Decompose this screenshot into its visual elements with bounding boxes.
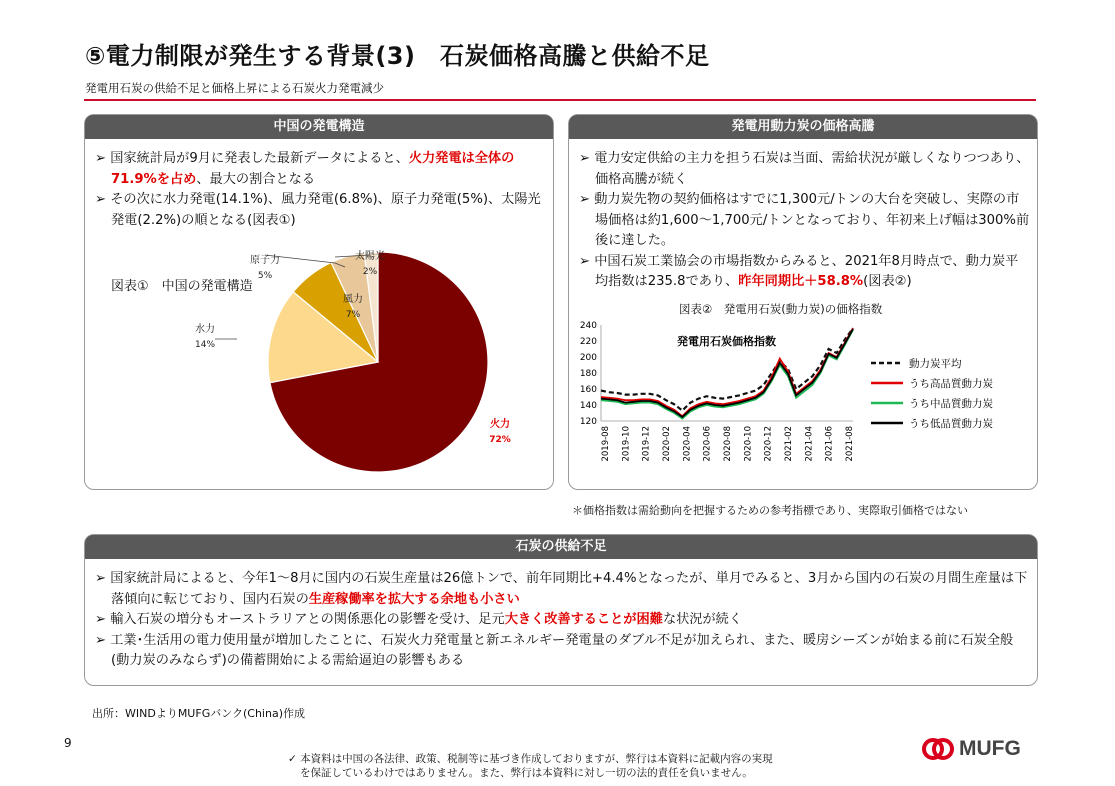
bullet-item: ➢ 国家統計局が9月に発表した最新データによると、火力発電は全体の71.9%を占め、最大の割合となる [95,151,515,187]
pie-value: 5% [257,271,273,281]
x-tick-label: 2019-12 [641,426,652,462]
bullet-text: 中国石炭工業協会の市場指数からみると、2021年8月時点で、動力炭平均指数は235.8であり、 [594,253,1019,289]
bullet-text: (図表②) [863,274,912,289]
highlight-text: 火力発電は全体の71.9%を占め [111,151,515,187]
bullet-item: ➢ 中国石炭工業協会の市場指数からみると、2021年8月時点で、動力炭平均指数は235.8であり、昨年同期比＋58.8%(図表②) [579,253,1019,289]
legend-label: うち低品質動力炭 [909,418,993,430]
figure-label: 図表② 発電用石炭(動力炭)の価格指数 [679,302,883,316]
line-chart [569,317,1035,487]
legend-label: うち高品質動力炭 [909,378,993,390]
highlight-text: 昨年同期比＋58.8% [738,274,864,289]
x-tick-label: 2020-04 [682,426,693,462]
disclaimer [288,752,773,780]
bullet-text: 、最大の割合となる [196,171,316,187]
y-tick-label: 180 [579,369,597,379]
figure-label: 図表① 中国の発電構造 [111,279,253,294]
x-tick-label: 2021-02 [784,426,794,462]
y-tick-label: 120 [579,417,597,427]
pie-value: 14% [194,340,216,350]
panel-power-structure [84,114,554,490]
y-tick-label: 200 [579,353,597,363]
bullet-text: な状況が続く [662,612,743,627]
y-tick-label: 160 [579,385,597,395]
pie-label: 火力 [490,419,510,430]
bullet-text: 国家統計局によると、今年1～8月に国内の石炭生産量は26億トンで、前年同期比+4.4%となったが、単月でみると、3月から国内の石炭の月間生産量は下落傾向に転じており、国内石炭の [110,571,1028,607]
bullet-item: ➢ 輸入石炭の増分もオーストラリアとの関係悪化の影響を受け、足元大きく改善することが困難な状況が続く [95,612,743,627]
bullet-text: 輸入石炭の増分もオーストラリアとの関係悪化の影響を受け、足元 [110,612,505,627]
x-tick-label: 2020-08 [723,426,733,462]
highlight-text: 生産稼働率を拡大する余地も小さい [308,591,520,607]
x-tick-label: 2020-12 [763,426,774,462]
bullet-text: その次に水力発電(14.1%)、風力発電(6.8%)、原子力発電(5%)、太陽光発電(2.2%)の順となる(図表①) [110,192,541,228]
bullet-text: 電力安定供給の主力を担う石炭は当面、需給状況が厳しくなりつつあり、価格高騰が続く [594,151,1030,187]
panel-coal-shortage [84,534,1038,686]
y-tick-label: 140 [579,401,597,411]
bullet-item: ➢ 電力安定供給の主力を担う石炭は当面、需給状況が厳しくなりつつあり、価格高騰が続く [579,151,1030,187]
source-note: 出所：WINDよりMUFGバンク(China)作成 [92,707,305,720]
x-tick-label: 2021-06 [824,426,835,462]
x-tick-label: 2019-08 [601,426,611,462]
bullet-list [579,149,1031,293]
page-number: 9 [64,736,72,750]
bullet-list [95,149,545,231]
bullet-list [95,569,1029,672]
pie-value: 72% [489,435,511,445]
x-tick-label: 2021-08 [845,426,855,462]
title-divider [84,99,1036,101]
page-title: ⑤電力制限が発生する背景(3) 石炭価格高騰と供給不足 [85,42,710,70]
bullet-text: 国家統計局が9月に発表した最新データによると、 [110,151,409,166]
bullet-text: 動力炭先物の契約価格はすでに1,300元/トンの大台を突破し、実際の市場価格は約1,600～1,700元/トンとなっており、年初来上げ幅は300%前後に達した。 [594,192,1030,248]
mufg-logo-icon [922,736,954,762]
y-tick-label: 220 [579,337,597,347]
x-tick-label: 2020-10 [743,426,754,462]
bullet-item: ➢ 動力炭先物の契約価格はすでに1,300元/トンの大台を突破し、実際の市場価格は約1,600～1,700元/トンとなっており、年初来上げ幅は300%前後に達した。 [579,192,1030,248]
highlight-text: 大きく改善することが困難 [504,612,663,627]
disclaimer-line: ✓ 本資料は中国の各法律、政策、税制等に基づき作成しておりますが、弊行は本資料に記載内容の実現 [288,753,773,765]
x-tick-label: 2020-06 [702,426,713,462]
y-tick-label: 240 [579,321,597,331]
pie-label: 水力 [195,324,215,335]
brand-logo [922,736,1021,762]
bullet-item: ➢ 国家統計局によると、今年1～8月に国内の石炭生産量は26億トンで、前年同期比+4.4%となったが、単月でみると、3月から国内の石炭の月間生産量は下落傾向に転じており、国内石炭の生産稼働率を拡大する余地も小さい [95,571,1028,607]
legend-label: うち中品質動力炭 [909,398,993,410]
pie-label: 太陽光 [355,251,385,262]
page-subtitle: 発電用石炭の供給不足と価格上昇による石炭火力発電減少 [85,81,384,95]
panel-coal-price [568,114,1038,490]
x-tick-label: 2020-02 [662,426,672,462]
pie-label: 原子力 [250,255,280,266]
bullet-item: ➢ 工業･生活用の電力使用量が増加したことに、石炭火力発電量と新エネルギー発電量のダブル不足が加えられ、また、暖房シーズンが始まる前に石炭全般(動力炭のみならず)の備蓄開始による需給逼迫の影響もある [95,632,1014,668]
x-tick-label: 2021-04 [804,426,815,462]
disclaimer-line: を保証しているわけではありません。また、弊行は本資料に対し一切の法的責任を負いません。 [300,767,753,779]
chart-footnote: ＊価格指数は需給動向を把握するための参考指標であり、実際取引価格ではない [572,504,968,517]
panel-header: 石炭の供給不足 [85,535,1037,559]
bullet-text: 工業･生活用の電力使用量が増加したことに、石炭火力発電量と新エネルギー発電量のダブル不足が加えられ、また、暖房シーズンが始まる前に石炭全般(動力炭のみならず)の備蓄開始による需給逼迫の影響もある [110,632,1014,668]
panel-header: 発電用動力炭の価格高騰 [569,115,1037,139]
pie-chart [194,247,535,487]
chart-title: 発電用石炭価格指数 [677,335,776,348]
pie-value: 2% [362,267,378,277]
bullet-item: ➢ その次に水力発電(14.1%)、風力発電(6.8%)、原子力発電(5%)、太陽光発電(2.2%)の順となる(図表①) [95,192,541,228]
panel-header: 中国の発電構造 [85,115,553,139]
pie-value: 7% [345,310,361,320]
legend-label: 動力炭平均 [909,358,962,370]
brand-name: MUFG [959,737,1021,760]
pie-label: 風力 [343,294,363,305]
x-tick-label: 2019-10 [621,426,632,462]
